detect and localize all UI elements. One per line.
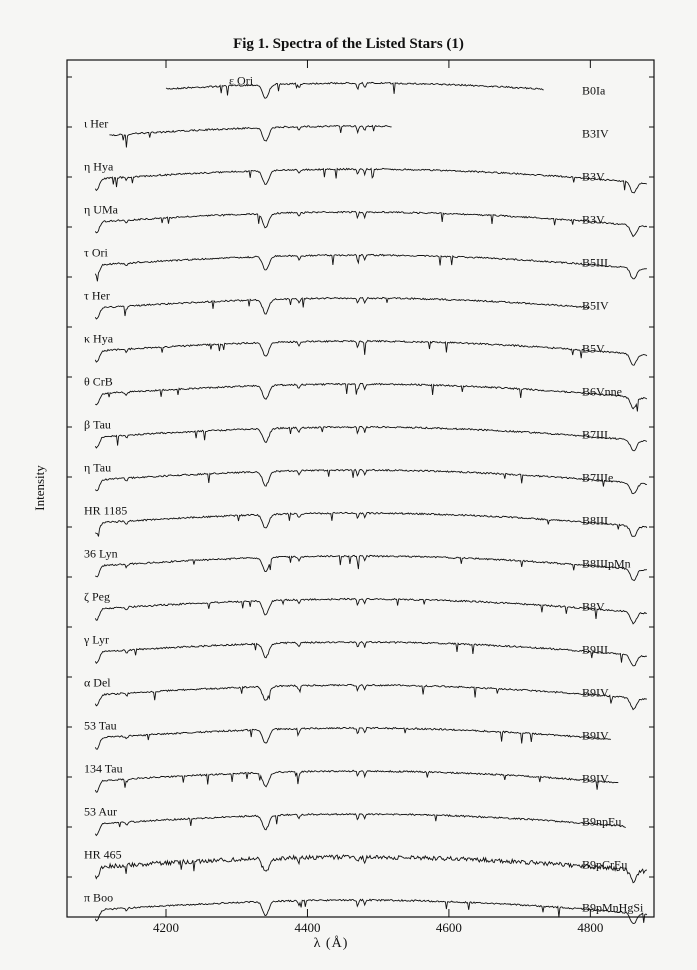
spectrum-line — [95, 512, 647, 536]
star-name-label: ι Her — [84, 116, 109, 131]
spectral-type-label: B9III — [582, 642, 608, 657]
spectral-type-label: B3V — [582, 212, 605, 227]
spectral-type-label: B7III — [582, 427, 608, 442]
star-name-label: τ Her — [84, 288, 110, 303]
spectral-type-label: B5V — [582, 341, 605, 356]
x-tick-label: 4800 — [577, 920, 604, 935]
star-name-label: ζ Peg — [84, 589, 110, 604]
spectrum-line — [166, 82, 544, 98]
x-tick-label: 4200 — [153, 920, 179, 935]
spectrum-line — [95, 469, 647, 493]
star-name-label: η UMa — [84, 202, 118, 217]
star-name-label: γ Lyr — [84, 632, 109, 647]
spectral-type-label: B8III — [582, 513, 608, 528]
spectrum-line — [95, 555, 647, 580]
star-name-label: η Hya — [84, 159, 114, 174]
spectrum-line — [95, 297, 589, 319]
spectrum-line — [95, 684, 647, 709]
star-name-label: β Tau — [84, 417, 111, 432]
star-name-label: η Tau — [84, 460, 112, 475]
spectral-type-label: B8IIIpMn — [582, 556, 631, 571]
spectrum-line — [95, 770, 618, 792]
spectral-type-label: B7IIIe — [582, 470, 614, 485]
x-tick-label: 4400 — [294, 920, 321, 935]
star-name-label: θ CrB — [84, 374, 113, 389]
spectrum-line — [95, 383, 647, 411]
spectrum-line — [95, 168, 647, 193]
plot-frame — [67, 60, 654, 917]
y-axis-label: Intensity — [32, 465, 47, 511]
star-name-label: HR 1185 — [84, 503, 128, 518]
star-name-label: κ Hya — [84, 331, 114, 346]
spectral-type-label: B5IV — [582, 298, 609, 313]
spectral-type-label: B9IV — [582, 728, 609, 743]
spectral-type-label: B6Vnne — [582, 384, 622, 399]
spectral-type-label: B3IV — [582, 126, 609, 141]
star-name-label: 134 Tau — [84, 761, 123, 776]
spectrum-line — [95, 641, 647, 665]
spectrum-line — [95, 727, 611, 749]
star-name-label: HR 465 — [84, 847, 122, 862]
spectral-type-label: B5III — [582, 255, 608, 270]
spectral-type-label: B9pMnHgSi — [582, 900, 644, 915]
star-name-label: τ Ori — [84, 245, 108, 260]
star-name-label: 36 Lyn — [84, 546, 118, 561]
spectral-type-label: B9IV — [582, 771, 609, 786]
star-name-label: 53 Tau — [84, 718, 117, 733]
spectral-type-label: B9pCrEu — [582, 857, 628, 872]
spectral-type-label: B3V — [582, 169, 605, 184]
star-name-label: α Del — [84, 675, 111, 690]
spectral-type-label: B8V — [582, 599, 605, 614]
spectrum-line — [95, 254, 647, 281]
spectral-type-label: B9IV — [582, 685, 609, 700]
spectrum-line — [95, 426, 647, 450]
spectrum-line — [109, 125, 391, 147]
spectral-type-label: B0Ia — [582, 83, 606, 98]
spectrum-line — [95, 211, 647, 236]
x-axis-label: λ (Å) — [313, 936, 349, 951]
star-name-label: 53 Aur — [84, 804, 117, 819]
spectrum-line — [95, 855, 647, 883]
star-name-label: ε Ori — [229, 73, 254, 88]
star-name-label: π Boo — [84, 890, 114, 905]
spectrum-line — [95, 340, 647, 365]
spectrum-line — [95, 598, 647, 623]
spectral-type-label: B9npEu — [582, 814, 622, 829]
x-tick-label: 4600 — [435, 920, 462, 935]
chart-title: Fig 1. Spectra of the Listed Stars (1) — [233, 36, 464, 52]
spectrum-line — [95, 814, 625, 836]
